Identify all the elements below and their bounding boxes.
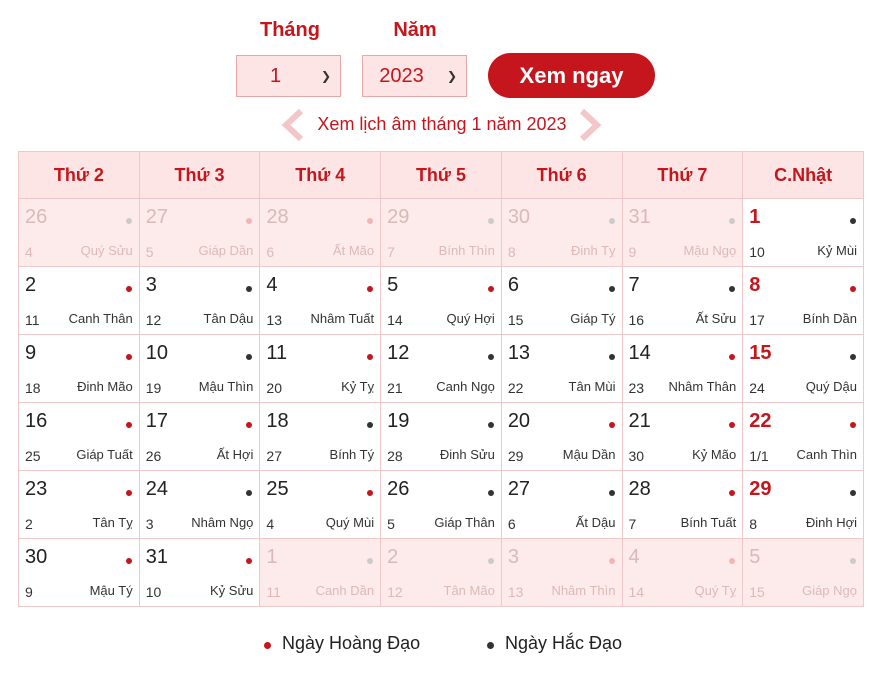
lunar-day: 26 [145, 448, 162, 464]
solar-day: 10 [145, 342, 168, 364]
can-chi-name: Giáp Tuất [76, 447, 133, 462]
calendar-week-row [19, 539, 864, 607]
red-dot-icon [609, 558, 615, 564]
day-cell[interactable] [19, 539, 140, 607]
can-chi-name: Tân Mão [443, 583, 495, 598]
can-chi-name: Giáp Ngọ [802, 583, 857, 598]
solar-day: 3 [507, 546, 519, 568]
day-cell[interactable] [260, 199, 381, 267]
lunar-day: 10 [749, 244, 765, 260]
month-select[interactable] [236, 55, 341, 97]
day-cell[interactable] [19, 403, 140, 471]
day-cell[interactable] [501, 335, 622, 403]
lunar-day: 24 [749, 380, 765, 396]
black-dot-icon [246, 286, 252, 292]
day-cell[interactable] [381, 199, 502, 267]
day-cell[interactable] [622, 471, 743, 539]
solar-day: 31 [145, 546, 168, 568]
day-cell[interactable] [501, 199, 622, 267]
day-cell[interactable] [743, 335, 864, 403]
black-dot-icon [850, 354, 856, 360]
black-dot-icon [488, 490, 494, 496]
lunar-day: 11 [266, 584, 281, 600]
can-chi-name: Tân Mùi [568, 379, 616, 394]
lunar-day: 23 [628, 380, 645, 396]
solar-day: 25 [266, 478, 289, 500]
solar-day: 30 [25, 546, 48, 568]
day-cell[interactable] [743, 539, 864, 607]
black-dot-icon [367, 422, 373, 428]
lunar-day: 2 [25, 516, 33, 532]
month-select-value: 1 [269, 65, 282, 87]
can-chi-name: Canh Dần [315, 583, 375, 598]
can-chi-name: Canh Ngọ [436, 379, 495, 394]
can-chi-name: Đinh Hợi [805, 515, 857, 530]
legend-bad-day [487, 633, 622, 654]
solar-day: 20 [507, 410, 531, 432]
weekday-header: Thứ 7 [622, 152, 743, 199]
black-dot-icon [850, 490, 856, 496]
black-dot-icon [487, 642, 494, 649]
lunar-day: 27 [266, 448, 282, 464]
can-chi-name: Canh Thìn [796, 447, 857, 462]
red-dot-icon [729, 354, 735, 360]
lunar-day: 5 [145, 244, 154, 260]
can-chi-name: Quý Dậu [805, 379, 857, 394]
lunar-day: 25 [25, 448, 41, 464]
year-select[interactable] [362, 55, 467, 97]
day-cell[interactable] [381, 403, 502, 471]
day-cell[interactable] [501, 471, 622, 539]
lunar-day: 13 [266, 312, 282, 328]
solar-day: 18 [266, 410, 289, 432]
black-dot-icon [246, 490, 252, 496]
day-cell[interactable] [501, 267, 622, 335]
can-chi-name: Ất Mão [332, 243, 375, 258]
black-dot-icon [488, 218, 494, 224]
lunar-day: 29 [507, 448, 524, 464]
lunar-day: 28 [387, 448, 403, 464]
day-cell[interactable] [260, 335, 381, 403]
lunar-day: 17 [749, 312, 765, 328]
view-button[interactable]: Xem ngay [488, 53, 655, 98]
solar-day: 29 [387, 206, 410, 228]
day-cell[interactable] [139, 267, 260, 335]
day-cell[interactable] [622, 267, 743, 335]
lunar-day: 3 [145, 516, 154, 532]
can-chi-name: Nhâm Ngọ [191, 515, 254, 530]
month-label: Tháng [260, 19, 320, 41]
lunar-day: 20 [266, 380, 282, 396]
black-dot-icon [488, 422, 494, 428]
year-select-value: 2023 [379, 65, 424, 87]
lunar-day: 8 [507, 244, 516, 260]
black-dot-icon [850, 218, 856, 224]
can-chi-name: Mậu Thìn [198, 379, 254, 394]
solar-day: 2 [25, 274, 37, 296]
day-cell[interactable] [260, 403, 381, 471]
can-chi-name: Kỷ Sửu [210, 583, 254, 598]
can-chi-name: Quý Sửu [80, 243, 133, 258]
calendar-week-row [19, 403, 864, 471]
lunar-day: 11 [25, 312, 40, 328]
day-cell[interactable] [743, 267, 864, 335]
solar-day: 13 [507, 342, 531, 364]
can-chi-name: Đinh Mão [77, 379, 133, 394]
weekday-header-row [19, 152, 864, 199]
solar-day: 17 [145, 410, 168, 432]
weekday-header: Thứ 6 [501, 152, 622, 199]
solar-day: 30 [507, 206, 531, 228]
red-dot-icon [367, 286, 373, 292]
lunar-day: 30 [628, 448, 645, 464]
day-cell[interactable] [622, 539, 743, 607]
can-chi-name: Ất Hợi [216, 447, 254, 462]
year-label: Năm [393, 19, 437, 41]
solar-day: 1 [749, 206, 761, 228]
day-cell[interactable] [381, 267, 502, 335]
prev-month-chevron-icon[interactable] [280, 108, 306, 142]
lunar-day: 14 [628, 584, 645, 600]
can-chi-name: Tân Dậu [203, 311, 254, 326]
solar-day: 27 [145, 206, 168, 228]
day-cell[interactable] [381, 539, 502, 607]
lunar-day: 5 [387, 516, 395, 532]
red-dot-icon [367, 490, 373, 496]
day-cell[interactable] [743, 199, 864, 267]
lunar-day: 10 [145, 584, 162, 600]
red-dot-icon [729, 558, 735, 564]
lunar-day: 4 [266, 516, 275, 532]
day-cell[interactable] [501, 539, 622, 607]
red-dot-icon [246, 218, 252, 224]
lunar-day: 14 [387, 312, 403, 328]
weekday-header: Thứ 3 [139, 152, 260, 199]
can-chi-name: Đinh Tỵ [570, 243, 616, 258]
can-chi-name: Canh Thân [68, 311, 133, 326]
day-cell[interactable] [381, 471, 502, 539]
day-cell[interactable] [19, 267, 140, 335]
solar-day: 26 [25, 206, 48, 228]
weekday-header: Thứ 5 [381, 152, 502, 199]
weekday-header: Thứ 2 [19, 152, 140, 199]
lunar-day: 12 [387, 584, 403, 600]
next-month-chevron-icon[interactable] [577, 108, 603, 142]
day-cell[interactable] [622, 199, 743, 267]
red-dot-icon [850, 286, 856, 292]
lunar-day: 7 [628, 516, 637, 532]
red-dot-icon [126, 558, 132, 564]
black-dot-icon [609, 490, 615, 496]
can-chi-name: Quý Tỵ [694, 583, 737, 598]
solar-day: 4 [266, 274, 278, 296]
solar-day: 7 [628, 274, 640, 296]
solar-day: 2 [387, 546, 399, 568]
can-chi-name: Kỷ Tỵ [341, 379, 375, 394]
solar-day: 27 [507, 478, 531, 500]
lunar-day: 4 [25, 244, 33, 260]
lunar-day: 12 [145, 312, 162, 328]
red-dot-icon [126, 354, 132, 360]
can-chi-name: Ất Sửu [695, 311, 737, 326]
day-cell[interactable] [139, 539, 260, 607]
day-cell[interactable] [622, 335, 743, 403]
lunar-day: 8 [749, 516, 758, 532]
can-chi-name: Bính Dần [802, 311, 857, 326]
solar-day: 15 [749, 342, 772, 364]
can-chi-name: Kỷ Mão [692, 447, 737, 462]
black-dot-icon [609, 354, 615, 360]
day-cell[interactable] [260, 539, 381, 607]
weekday-header: Thứ 4 [260, 152, 381, 199]
day-cell[interactable] [260, 267, 381, 335]
can-chi-name: Mậu Dần [562, 447, 616, 462]
red-dot-icon [126, 490, 132, 496]
solar-day: 23 [25, 478, 48, 500]
calendar-caption: Xem lịch âm tháng 1 năm 2023 [317, 114, 567, 134]
can-chi-name: Quý Hợi [446, 311, 495, 326]
can-chi-name: Nhâm Thìn [551, 583, 616, 598]
solar-day: 14 [628, 342, 651, 364]
lunar-day: 7 [387, 244, 395, 260]
chevron-down-icon: ❯ [320, 69, 331, 83]
calendar-week-row [19, 335, 864, 403]
solar-day: 1 [266, 546, 278, 568]
red-dot-icon [609, 422, 615, 428]
red-dot-icon [126, 286, 132, 292]
can-chi-name: Kỷ Mùi [817, 243, 857, 258]
lunar-day: 15 [507, 312, 524, 328]
solar-day: 19 [387, 410, 410, 432]
solar-day: 22 [749, 410, 772, 432]
can-chi-name: Bính Thìn [438, 243, 495, 258]
black-dot-icon [488, 558, 494, 564]
day-cell[interactable] [139, 403, 260, 471]
chevron-down-icon: ❯ [446, 69, 457, 83]
black-dot-icon [246, 354, 252, 360]
black-dot-icon [367, 558, 373, 564]
red-dot-icon [850, 422, 856, 428]
solar-day: 16 [25, 410, 48, 432]
red-dot-icon [729, 422, 735, 428]
day-cell[interactable] [19, 471, 140, 539]
day-cell[interactable] [622, 403, 743, 471]
black-dot-icon [488, 354, 494, 360]
solar-day: 29 [749, 478, 772, 500]
can-chi-name: Giáp Thân [434, 515, 495, 530]
lunar-calendar-grid [18, 151, 864, 607]
lunar-day: 22 [507, 380, 524, 396]
day-cell[interactable] [139, 335, 260, 403]
day-cell[interactable] [19, 335, 140, 403]
day-cell[interactable] [743, 403, 864, 471]
lunar-day: 13 [507, 584, 524, 600]
solar-day: 11 [266, 342, 288, 364]
can-chi-name: Bính Tuất [680, 515, 737, 530]
black-dot-icon [729, 286, 735, 292]
legend-good-label: Ngày Hoàng Đạo [282, 633, 421, 653]
can-chi-name: Bính Tý [329, 447, 375, 462]
solar-day: 8 [749, 274, 761, 296]
red-dot-icon [246, 558, 252, 564]
black-dot-icon [850, 558, 856, 564]
solar-day: 28 [266, 206, 289, 228]
can-chi-name: Nhâm Tuất [310, 311, 375, 326]
day-cell[interactable] [743, 471, 864, 539]
weekday-header: C.Nhật [743, 152, 864, 199]
solar-day: 31 [628, 206, 651, 228]
solar-day: 24 [145, 478, 168, 500]
can-chi-name: Ất Dậu [575, 515, 616, 530]
solar-day: 5 [387, 274, 399, 296]
lunar-day: 19 [145, 380, 162, 396]
solar-day: 4 [628, 546, 640, 568]
red-dot-icon [729, 490, 735, 496]
red-dot-icon [367, 218, 373, 224]
red-dot-icon [367, 354, 373, 360]
can-chi-name: Nhâm Thân [668, 379, 737, 394]
calendar-week-row [19, 471, 864, 539]
black-dot-icon [609, 286, 615, 292]
can-chi-name: Quý Mùi [325, 515, 375, 530]
calendar-week-row [19, 199, 864, 267]
calendar-week-row [19, 267, 864, 335]
can-chi-name: Giáp Tý [570, 311, 616, 326]
red-dot-icon [264, 642, 271, 649]
can-chi-name: Mậu Tý [89, 583, 133, 598]
lunar-day: 6 [266, 244, 275, 260]
solar-day: 12 [387, 342, 410, 364]
day-cell[interactable] [501, 403, 622, 471]
black-dot-icon [126, 218, 132, 224]
solar-day: 26 [387, 478, 410, 500]
red-dot-icon [488, 286, 494, 292]
legend-bad-label: Ngày Hắc Đạo [505, 633, 623, 653]
day-cell[interactable] [139, 199, 260, 267]
solar-day: 28 [628, 478, 651, 500]
solar-day: 9 [25, 342, 37, 364]
legend-good-day [264, 633, 420, 654]
lunar-day: 21 [387, 380, 403, 396]
can-chi-name: Giáp Dần [198, 243, 254, 258]
lunar-day: 6 [507, 516, 516, 532]
day-cell[interactable] [260, 471, 381, 539]
lunar-day: 16 [628, 312, 645, 328]
red-dot-icon [126, 422, 132, 428]
solar-day: 5 [749, 546, 761, 568]
can-chi-name: Mậu Ngọ [683, 243, 737, 258]
red-dot-icon [246, 422, 252, 428]
day-cell[interactable] [381, 335, 502, 403]
lunar-day: 15 [749, 584, 765, 600]
solar-day: 3 [145, 274, 157, 296]
can-chi-name: Đinh Sửu [439, 447, 495, 462]
solar-day: 6 [507, 274, 519, 296]
day-cell[interactable] [139, 471, 260, 539]
can-chi-name: Tân Tỵ [92, 515, 133, 530]
lunar-day: 1/1 [749, 448, 769, 464]
lunar-day: 9 [25, 584, 33, 600]
day-cell[interactable] [19, 199, 140, 267]
solar-day: 21 [628, 410, 651, 432]
lunar-day: 18 [25, 380, 41, 396]
black-dot-icon [729, 218, 735, 224]
lunar-day: 9 [628, 244, 637, 260]
black-dot-icon [609, 218, 615, 224]
